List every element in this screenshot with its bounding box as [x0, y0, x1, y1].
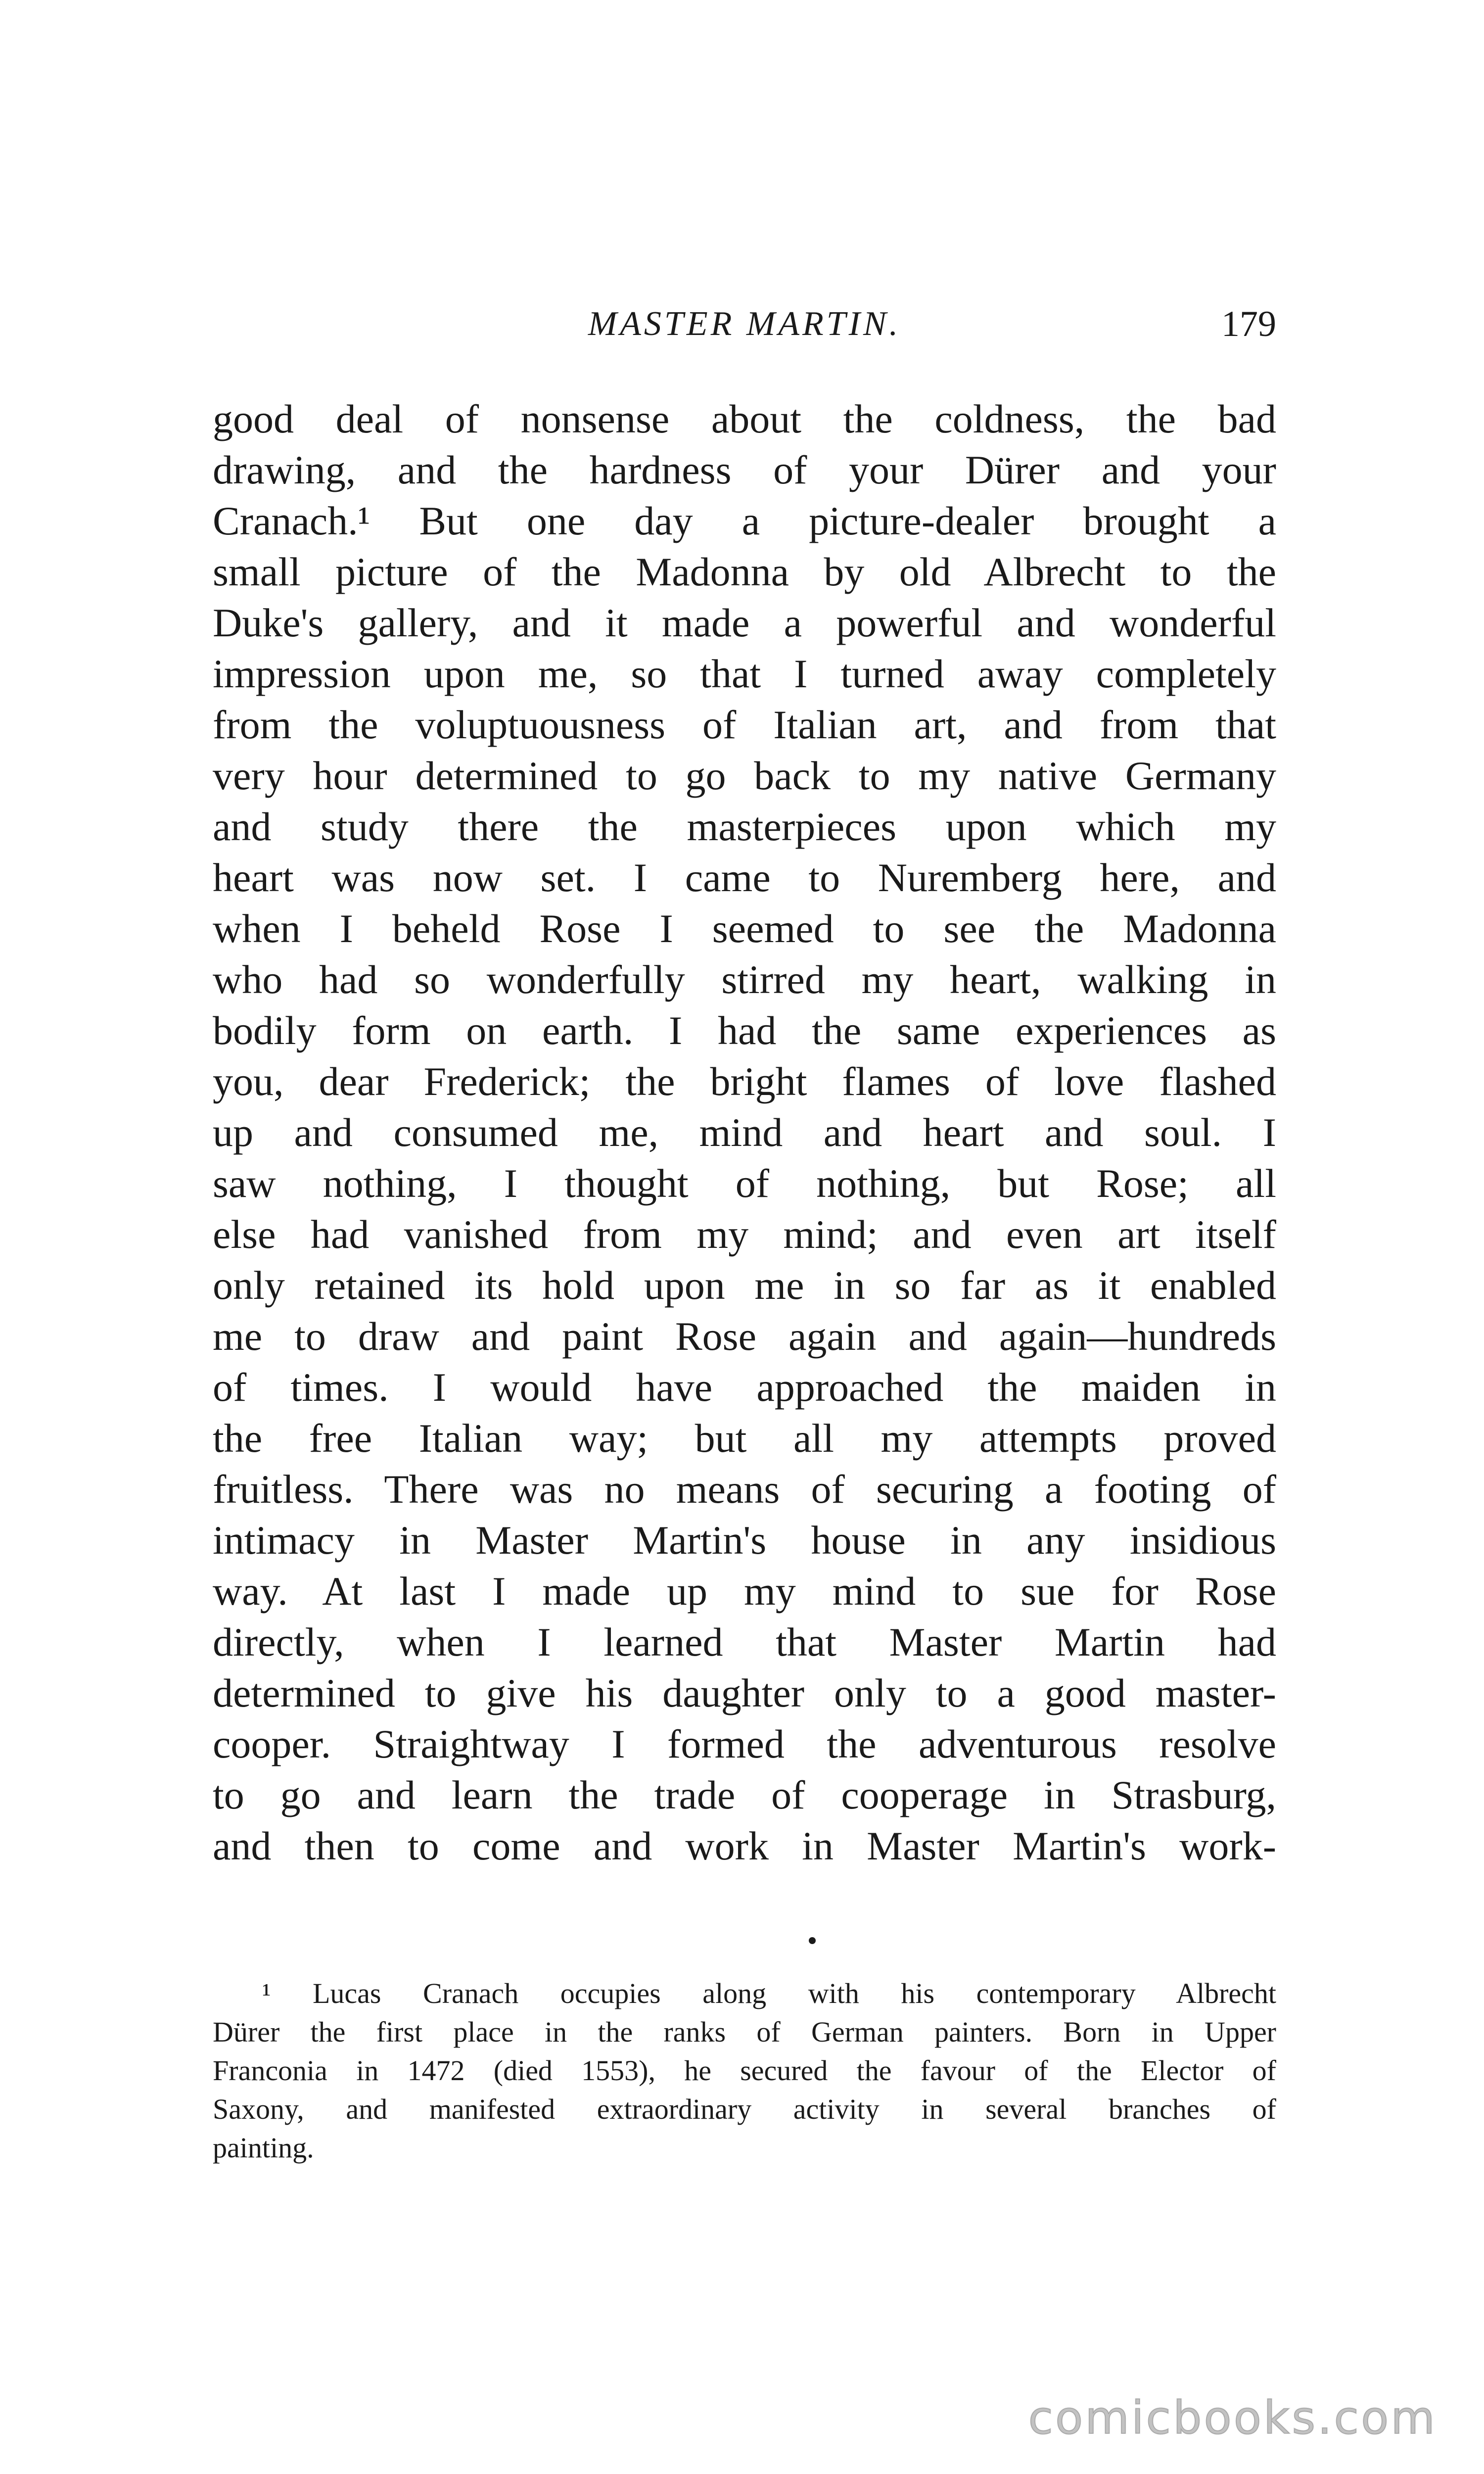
text-line: drawing, and the hardness of your Dürer and your [213, 447, 1276, 492]
footnote-line: Franconia in 1472 (died 1553), he secured the favour of the Elector of [213, 2054, 1276, 2087]
text-line: directly, when I learned that Master Martin had [213, 1619, 1276, 1665]
text-line: from the voluptuousness of Italian art, and from that [213, 702, 1276, 747]
text-line: bodily form on earth. I had the same experiences as [213, 1008, 1276, 1053]
text-line: of times. I would have approached the maiden in [213, 1365, 1276, 1410]
text-line: Cranach.¹ But one day a picture-dealer brought a [213, 498, 1276, 543]
page-number: 179 [1221, 304, 1276, 344]
text-line: else had vanished from my mind; and even art itself [213, 1212, 1276, 1257]
text-line: fruitless. There was no means of securing a footing of [213, 1467, 1276, 1512]
text-line: determined to give his daughter only to a good master- [213, 1670, 1276, 1715]
running-title: MASTER MARTIN. [588, 305, 901, 343]
watermark: comicbooks.com [1028, 2391, 1437, 2444]
text-line: the free Italian way; but all my attempts proved [213, 1416, 1276, 1461]
printer-mark [809, 1937, 816, 1944]
text-line: me to draw and paint Rose again and again—hundreds [213, 1314, 1276, 1359]
text-line: only retained its hold upon me in so far as it enabled [213, 1263, 1276, 1308]
text-line: who had so wonderfully stirred my heart, walking in [213, 957, 1276, 1002]
text-line: impression upon me, so that I turned away completely [213, 651, 1276, 696]
text-line: cooper. Straightway I formed the adventurous resolve [213, 1721, 1276, 1766]
text-line: Duke's gallery, and it made a powerful and wonderful [213, 600, 1276, 645]
text-line: and then to come and work in Master Martin's work- [213, 1823, 1276, 1868]
text-line: very hour determined to go back to my native Germany [213, 753, 1276, 798]
text-line: up and consumed me, mind and heart and soul. I [213, 1110, 1276, 1155]
text-line: intimacy in Master Martin's house in any insidious [213, 1518, 1276, 1563]
text-line: way. At last I made up my mind to sue for Rose [213, 1569, 1276, 1614]
text-line: when I beheld Rose I seemed to see the Madonna [213, 906, 1276, 951]
text-line: saw nothing, I thought of nothing, but Rose; all [213, 1161, 1276, 1206]
footnote-line: Saxony, and manifested extraordinary activity in several branches of [213, 2093, 1276, 2125]
body-text [213, 393, 1276, 1871]
footnote-line: ¹ Lucas Cranach occupies along with his contemporary Albrecht [262, 1977, 1276, 2009]
text-line: to go and learn the trade of cooperage in Strasburg, [213, 1772, 1276, 1817]
text-line: good deal of nonsense about the coldness, the bad [213, 396, 1276, 441]
footnote [213, 1974, 1276, 2167]
text-line: small picture of the Madonna by old Albrecht to the [213, 549, 1276, 594]
text-line: heart was now set. I came to Nuremberg here, and [213, 855, 1276, 900]
footnote-line: Dürer the first place in the ranks of German painters. Born in Upper [213, 2016, 1276, 2048]
text-line: and study there the masterpieces upon which my [213, 804, 1276, 849]
footnote-line: painting. [213, 2132, 314, 2164]
text-line: you, dear Frederick; the bright flames of love flashed [213, 1059, 1276, 1104]
running-head [213, 297, 1276, 351]
